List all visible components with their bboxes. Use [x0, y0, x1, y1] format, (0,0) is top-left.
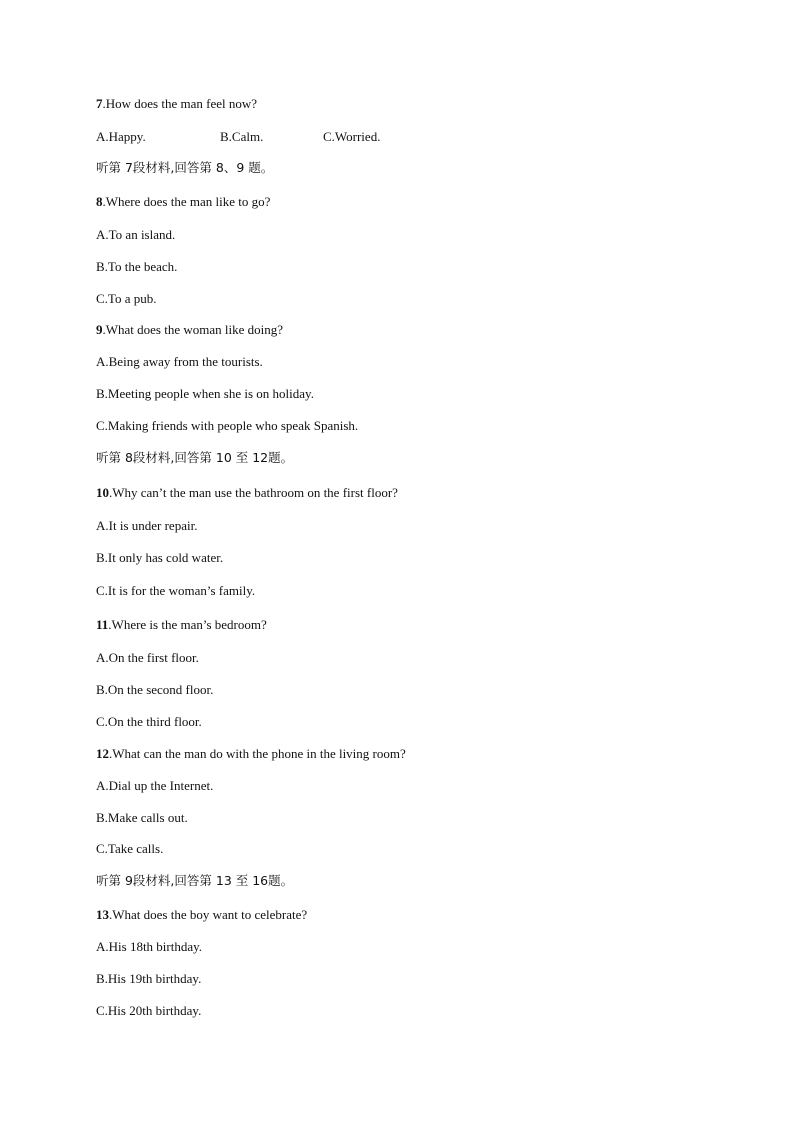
question-text: .Where is the man’s bedroom? [108, 617, 267, 632]
question-13 [96, 908, 307, 921]
option-c: C.Worried. [323, 129, 381, 144]
question-9 [96, 323, 283, 336]
option-c: C.Making friends with people who speak Spanish. [96, 418, 359, 433]
option-a: A.To an island. [96, 227, 176, 242]
option-b: B.On the second floor. [96, 682, 214, 697]
option-b: B.Calm. [220, 129, 264, 144]
option-a: A.His 18th birthday. [96, 939, 203, 954]
option-c: C.On the third floor. [96, 714, 202, 729]
section-instruction: 听第 9段材料,回答第 13 至 16题。 [96, 873, 294, 888]
question-number: 8 [96, 194, 103, 209]
question-text: .How does the man feel now? [102, 96, 258, 111]
option-a: A.On the first floor. [96, 650, 199, 665]
option-b: B.To the beach. [96, 259, 178, 274]
question-number: 12 [96, 746, 109, 761]
question-text: .What can the man do with the phone in the living room? [109, 746, 406, 761]
question-8 [96, 195, 270, 208]
option-b: B.Meeting people when she is on holiday. [96, 386, 314, 401]
option-c: C.It is for the woman’s family. [96, 583, 256, 598]
question-text: .Why can’t the man use the bathroom on the first floor? [109, 485, 398, 500]
option-a: A.Dial up the Internet. [96, 778, 214, 793]
section-instruction: 听第 8段材料,回答第 10 至 12题。 [96, 450, 294, 465]
option-c: C.To a pub. [96, 291, 157, 306]
question-11 [96, 618, 267, 631]
option-a: A.Being away from the tourists. [96, 354, 263, 369]
question-text: .Where does the man like to go? [102, 194, 271, 209]
question-12 [96, 747, 406, 760]
option-c: C.His 20th birthday. [96, 1003, 202, 1018]
question-number: 7 [96, 96, 103, 111]
option-b: B.Make calls out. [96, 810, 188, 825]
option-a: A.It is under repair. [96, 518, 198, 533]
question-7 [96, 97, 257, 110]
question-10 [96, 486, 398, 499]
section-instruction: 听第 7段材料,回答第 8、9 题。 [96, 160, 274, 175]
question-number: 13 [96, 907, 109, 922]
option-b: B.His 19th birthday. [96, 971, 202, 986]
question-text: .What does the boy want to celebrate? [109, 907, 308, 922]
question-text: .What does the woman like doing? [102, 322, 284, 337]
question-number: 9 [96, 322, 103, 337]
option-a: A.Happy. [96, 129, 146, 144]
option-b: B.It only has cold water. [96, 550, 224, 565]
question-number: 11 [96, 617, 109, 632]
question-number: 10 [96, 485, 109, 500]
option-c: C.Take calls. [96, 841, 164, 856]
